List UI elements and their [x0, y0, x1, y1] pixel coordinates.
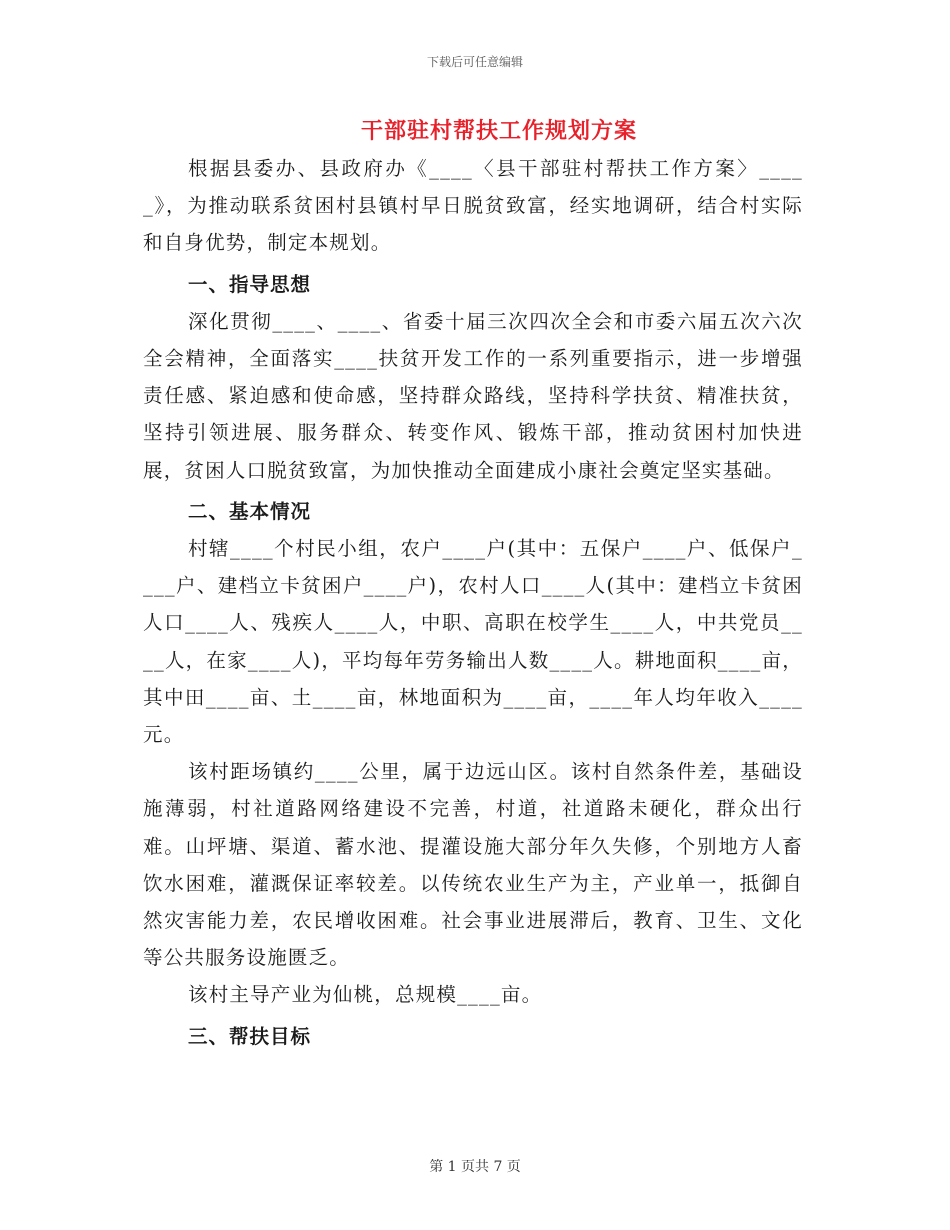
page-number: 第 1 页共 7 页: [429, 1159, 521, 1175]
section-heading-guiding-ideology: 一、指导思想: [188, 272, 312, 296]
section-1-paragraph-1: 深化贯彻____、____、省委十届三次四次全会和市委六届五次六次全会精神，全面落实____扶贫开发工作的一系列重要指示，进一步增强责任感、紧迫感和使命感，坚持群众路线，坚持科学扶贫、精准扶贫，坚持引领进展、服务群众、转变作风、锻炼干部，推动贫困村加快进展，贫困人口脱贫致富，为加快推动全面建成小康社会奠定坚实基础。: [143, 309, 803, 482]
section-2-paragraph-1: 村辖____个村民小组，农户____户(其中：五保户____户、低保户____户、建档立卡贫困户____户)，农村人口____人(其中：建档立卡贫困人口____人、残疾人____人，中职、高职在校学生____人，中共党员____人，在家____人)，平均每年劳务输出人数____人。耕地面积____亩，其中田____亩、土____亩，林地面积为____亩，____年人均年收入____元。: [143, 537, 803, 747]
section-2-paragraph-3: 该村主导产业为仙桃，总规模____亩。: [188, 983, 543, 1007]
document-title: 干部驻村帮扶工作规划方案: [360, 118, 637, 144]
section-2-paragraph-2: 该村距场镇约____公里，属于边远山区。该村自然条件差，基础设施薄弱，村社道路网络建设不完善，村道，社道路未硬化，群众出行难。山坪塘、渠道、蓄水池、提灌设施大部分年久失修，个别地方人畜饮水困难，灌溉保证率较差。以传统农业生产为主，产业单一，抵御自然灾害能力差，农民增收困难。社会事业进展滞后，教育、卫生、文化等公共服务设施匮乏。: [143, 760, 803, 970]
intro-paragraph: 根据县委办、县政府办《____〈县干部驻村帮扶工作方案〉_____》，为推动联系贫困村县镇村早日脱贫致富，经实地调研，结合村实际和自身优势，制定本规划。: [143, 157, 803, 255]
section-heading-assistance-goals: 三、帮扶目标: [188, 1024, 312, 1048]
page-header-note: 下载后可任意编辑: [426, 55, 523, 69]
document-body: [143, 150, 803, 1055]
section-heading-basic-situation: 二、基本情况: [188, 499, 312, 523]
